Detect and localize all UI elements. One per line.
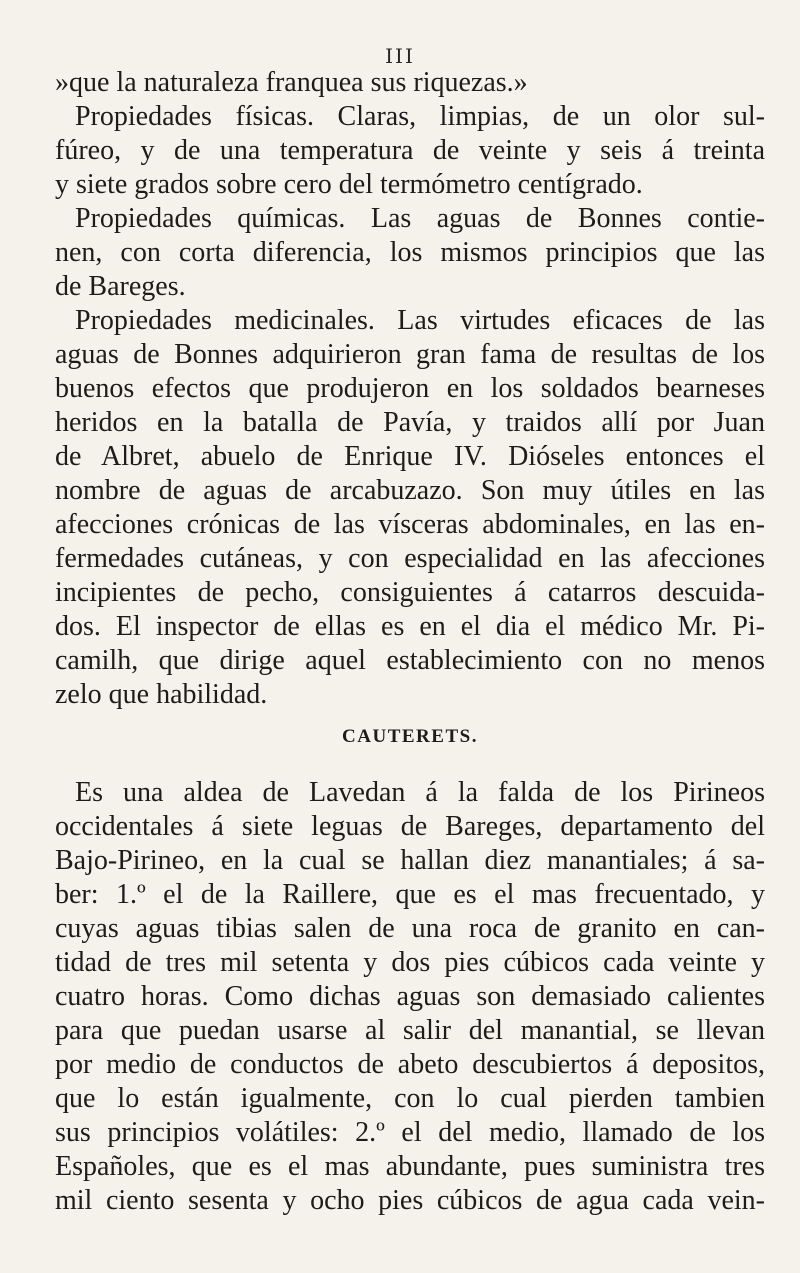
text-line: nen, con corta diferencia, los mismos principios que las bbox=[55, 237, 765, 268]
section-heading: CAUTERETS. bbox=[342, 726, 478, 747]
text-line: fúreo, y de una temperatura de veinte y seis á treinta bbox=[55, 135, 765, 166]
text-line: por medio de conductos de abeto descubiertos á depositos, bbox=[55, 1049, 765, 1080]
text-line: mil ciento sesenta y ocho pies cúbicos de agua cada vein- bbox=[55, 1185, 765, 1216]
text-line: ber: 1.º el de la Raillere, que es el mas frecuentado, y bbox=[55, 879, 765, 910]
text-line: incipientes de pecho, consiguientes á catarros descuida- bbox=[55, 577, 765, 608]
text-line: dos. El inspector de ellas es en el dia el médico Mr. Pi- bbox=[55, 611, 765, 642]
text-line: fermedades cutáneas, y con especialidad en las afecciones bbox=[55, 543, 765, 574]
text-line: y siete grados sobre cero del termómetro centígrado. bbox=[55, 169, 643, 200]
text-line: de Bareges. bbox=[55, 271, 186, 302]
text-line: afecciones crónicas de las vísceras abdominales, en las en- bbox=[55, 509, 765, 540]
text-line: Es una aldea de Lavedan á la falda de los Pirineos bbox=[75, 777, 765, 808]
text-line: cuatro horas. Como dichas aguas son demasiado calientes bbox=[55, 981, 765, 1012]
text-line: para que puedan usarse al salir del manantial, se llevan bbox=[55, 1015, 765, 1046]
body-text bbox=[55, 66, 765, 1218]
text-line: que lo están igualmente, con lo cual pierden tambien bbox=[55, 1083, 765, 1114]
text-line: sus principios volátiles: 2.º el del medio, llamado de los bbox=[55, 1117, 765, 1148]
paragraph-block-bonnes bbox=[55, 66, 765, 712]
text-line: »que la naturaleza franquea sus riquezas.» bbox=[55, 67, 528, 98]
text-line: Propiedades físicas. Claras, limpias, de un olor sul- bbox=[75, 101, 765, 132]
paragraph-block-cauterets bbox=[55, 776, 765, 1218]
text-line: heridos en la batalla de Pavía, y traidos allí por Juan bbox=[55, 407, 765, 438]
text-line: occidentales á siete leguas de Bareges, departamento del bbox=[55, 811, 765, 842]
text-line: de Albret, abuelo de Enrique IV. Dióseles entonces el bbox=[55, 441, 765, 472]
text-line: camilh, que dirige aquel establecimiento con no menos bbox=[55, 645, 765, 676]
text-line: Españoles, que es el mas abundante, pues suministra tres bbox=[55, 1151, 765, 1182]
text-line: Propiedades medicinales. Las virtudes eficaces de las bbox=[75, 305, 765, 336]
text-line: Propiedades químicas. Las aguas de Bonnes contie- bbox=[75, 203, 765, 234]
text-line: aguas de Bonnes adquirieron gran fama de resultas de los bbox=[55, 339, 765, 370]
text-line: tidad de tres mil setenta y dos pies cúbicos cada veinte y bbox=[55, 947, 765, 978]
text-line: cuyas aguas tibias salen de una roca de granito en can- bbox=[55, 913, 765, 944]
text-line: zelo que habilidad. bbox=[55, 679, 268, 710]
text-line: buenos efectos que produjeron en los soldados bearneses bbox=[55, 373, 765, 404]
text-line: nombre de aguas de arcabuzazo. Son muy útiles en las bbox=[55, 475, 765, 506]
text-line: Bajo-Pirineo, en la cual se hallan diez manantiales; á sa- bbox=[55, 845, 765, 876]
page-number: III bbox=[385, 44, 415, 68]
